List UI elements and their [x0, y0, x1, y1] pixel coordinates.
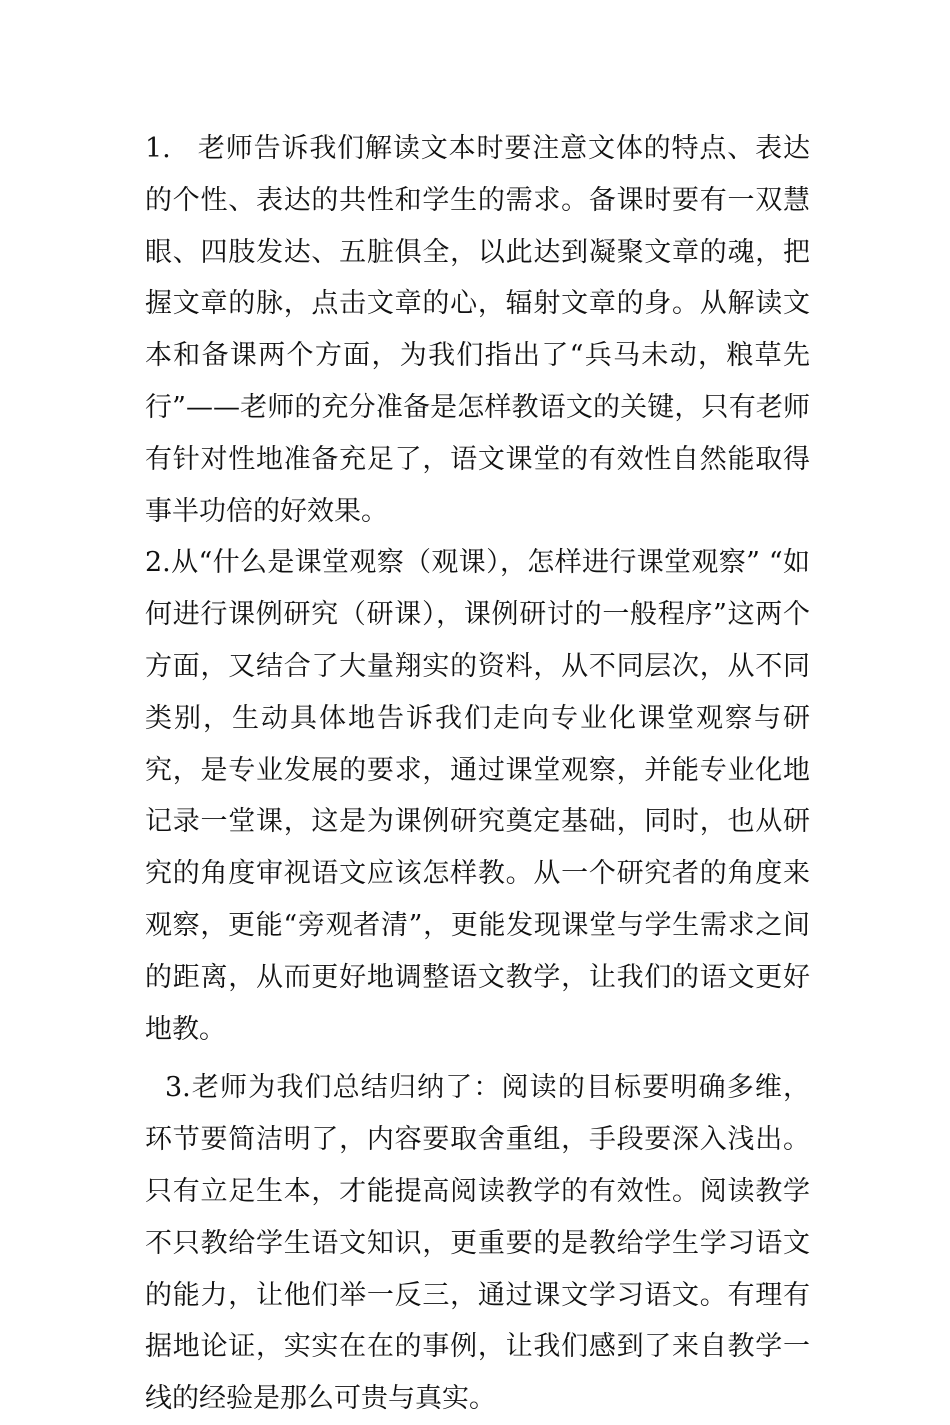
- paragraph-1-number: 1.: [145, 133, 171, 164]
- paragraph-3: [145, 1062, 810, 1425]
- paragraph-1-text: 老师告诉我们解读文本时要注意文体的特点、表达的个性、表达的共性和学生的需求。备课时要有一双慧眼、四肢发达、五脏俱全，以此达到凝聚文章的魂，把握文章的脉，点击文章的心，辐射文章的身。从解读文本和备课两个方面，为我们指出了“兵马未动，粮草先行”——老师的充分准备是怎样教语文的关键，只有老师有针对性地准备充足了，语文课堂的有效性自然能取得事半功倍的好效果。: [145, 133, 810, 527]
- paragraph-3-text: 老师为我们总结归纳了：阅读的目标要明确多维，环节要简洁明了，内容要取舍重组，手段要深入浅出。只有立足生本，才能提高阅读教学的有效性。阅读教学不只教给学生语文知识，更重要的是教给学生学习语文的能力，让他们举一反三，通过课文学习语文。有理有据地论证，实实在在的事例，让我们感到了来自教学一线的经验是那么可贵与真实。: [145, 1072, 810, 1415]
- paragraph-3-number: 3.: [165, 1072, 191, 1104]
- paragraph-2: [145, 537, 810, 1055]
- document-body: [145, 123, 810, 1425]
- paragraph-2-text: 从“什么是课堂观察（观课），怎样进行课堂观察” “如何进行课例研究（研课），课例研讨的一般程序”这两个方面，又结合了大量翔实的资料，从不同层次，从不同类别，生动具体地告诉我们走向专业化课堂观察与研究，是专业发展的要求，通过课堂观察，并能专业化地记录一堂课，这是为课例研究奠定基础，同时，也从研究的角度审视语文应该怎样教。从一个研究者的角度来观察，更能“旁观者清”，更能发现课堂与学生需求之间的距离，从而更好地调整语文教学，让我们的语文更好地教。: [145, 547, 810, 1045]
- paragraph-2-number: 2.: [145, 547, 171, 579]
- paragraph-1: [145, 123, 810, 537]
